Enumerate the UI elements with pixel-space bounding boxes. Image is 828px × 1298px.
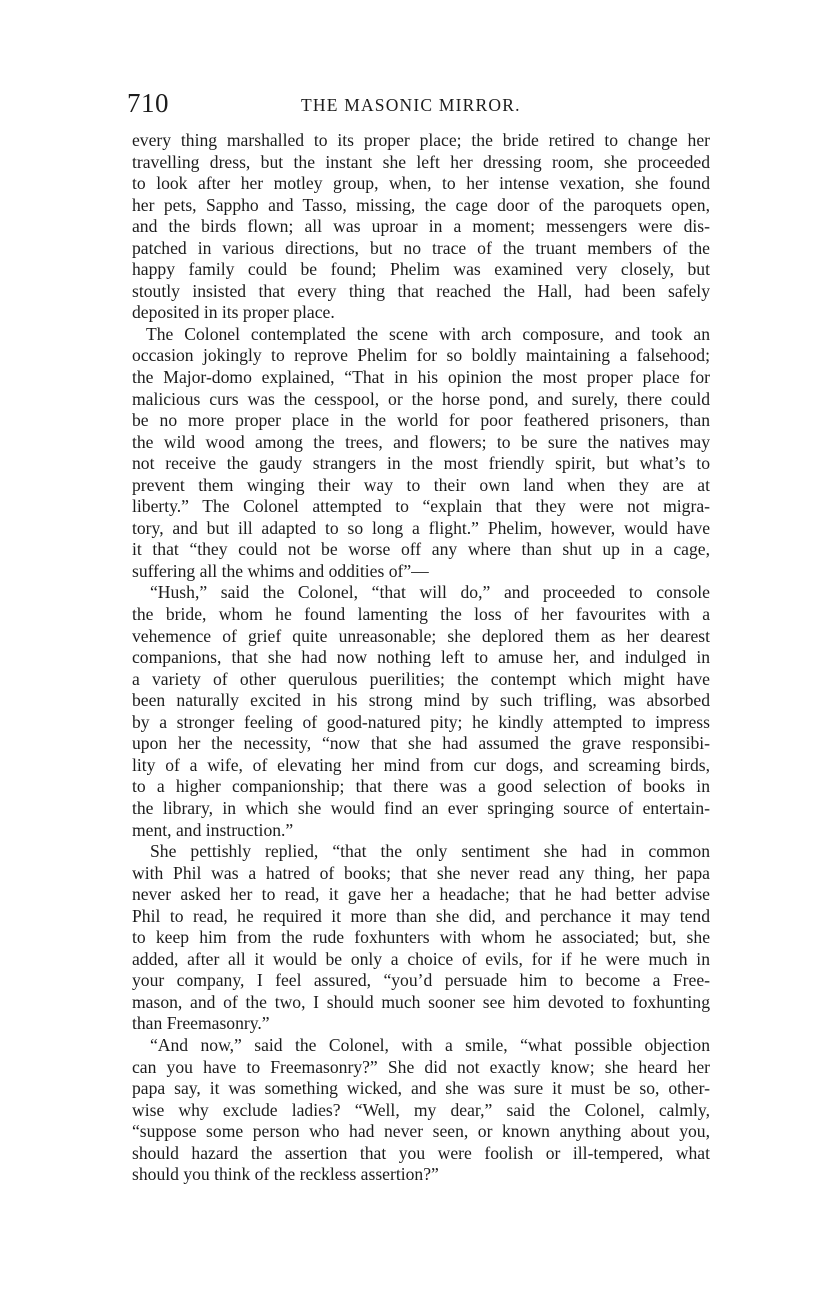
text-line: Phil to read, he required it more than she did, and perchance it may tend [132,905,710,926]
text-line: deposited in its proper place. [132,302,335,323]
text-line: “Hush,” said the Colonel, “that will do,” and proceeded to console [150,582,710,603]
text-line: been naturally excited in his strong mind by such trifling, was absorbed [132,690,710,711]
text-line: tory, and but ill adapted to so long a flight.” Phelim, however, would have [132,517,710,538]
text-line: lity of a wife, of elevating her mind from cur dogs, and screaming birds, [132,754,710,775]
text-line: can you have to Freemasonry?” She did not exactly know; she heard her [132,1056,710,1077]
text-line: papa say, it was something wicked, and she was sure it must be so, other- [132,1078,710,1099]
text-line: travelling dress, but the instant she left her dressing room, she proceeded [132,151,710,172]
text-line: and the birds flown; all was uproar in a moment; messengers were dis- [132,216,710,237]
text-line: wise why exclude ladies? “Well, my dear,” said the Colonel, calmly, [132,1099,710,1120]
text-line: than Freemasonry.” [132,1013,270,1034]
text-line: not receive the gaudy strangers in the most friendly spirit, but what’s to [132,453,710,474]
text-line: She pettishly replied, “that the only sentiment she had in common [150,841,710,862]
text-line: “suppose some person who had never seen, or known anything about you, [132,1121,710,1142]
text-line: malicious curs was the cesspool, or the horse pond, and surely, there could [132,388,710,409]
text-line: stoutly insisted that every thing that reached the Hall, had been safely [132,280,710,301]
running-head: THE MASONIC MIRROR. [301,95,521,115]
text-line: be no more proper place in the world for poor feathered prisoners, than [132,410,710,431]
text-line: the Major-domo explained, “That in his opinion the most proper place for [132,367,710,388]
text-line: liberty.” The Colonel attempted to “explain that they were not migra- [132,496,710,517]
text-line: it that “they could not be worse off any where than shut up in a cage, [132,539,710,560]
text-line: should you think of the reckless assertion?” [132,1164,439,1185]
text-line: suffering all the whims and oddities of”— [132,560,429,581]
text-line: upon her the necessity, “now that she had assumed the grave responsibi- [132,733,710,754]
text-line: ment, and instruction.” [132,819,294,840]
text-line: mason, and of the two, I should much sooner see him devoted to foxhunting [132,991,710,1012]
text-line: the bride, whom he found lamenting the loss of her favourites with a [132,604,710,625]
text-line: The Colonel contemplated the scene with arch composure, and took an [146,323,710,344]
text-line: should hazard the assertion that you were foolish or ill-tempered, what [132,1142,710,1163]
text-line: to keep him from the rude foxhunters with whom he associated; but, she [132,927,710,948]
text-line: your company, I feel assured, “you’d persuade him to become a Free- [132,970,710,991]
text-line: by a stronger feeling of good-natured pity; he kindly attempted to impress [132,711,710,732]
text-line: happy family could be found; Phelim was examined very closely, but [132,259,710,280]
text-line: occasion jokingly to reprove Phelim for so boldly maintaining a falsehood; [132,345,710,366]
text-line: added, after all it would be only a choice of evils, for if he were much in [132,948,710,969]
text-line: her pets, Sappho and Tasso, missing, the cage door of the paroquets open, [132,194,710,215]
text-line: a variety of other querulous puerilities; the contempt which might have [132,668,710,689]
text-line: prevent them winging their way to their own land when they are at [132,474,710,495]
text-line: “And now,” said the Colonel, with a smile, “what possible objection [150,1034,710,1055]
text-line: every thing marshalled to its proper place; the bride retired to change her [132,130,710,150]
page-number: 710 [127,88,169,118]
text-line: the wild wood among the trees, and flowers; to be sure the natives may [132,431,710,452]
text-line: with Phil was a hatred of books; that she never read any thing, her papa [132,862,710,883]
text-line: patched in various directions, but no trace of the truant members of the [132,237,710,258]
text-line: companions, that she had now nothing left to amuse her, and indulged in [132,647,710,668]
text-line: to a higher companionship; that there was a good selection of books in [132,776,710,797]
text-line: the library, in which she would find an ever springing source of entertain- [132,797,710,818]
text-line: never asked her to read, it gave her a headache; that he had better advise [132,884,710,905]
page-header [127,88,727,124]
text-line: vehemence of grief quite unreasonable; she deplored them as her dearest [132,625,710,646]
body-text [132,130,710,1186]
text-line: to look after her motley group, when, to her intense vexation, she found [132,173,710,194]
